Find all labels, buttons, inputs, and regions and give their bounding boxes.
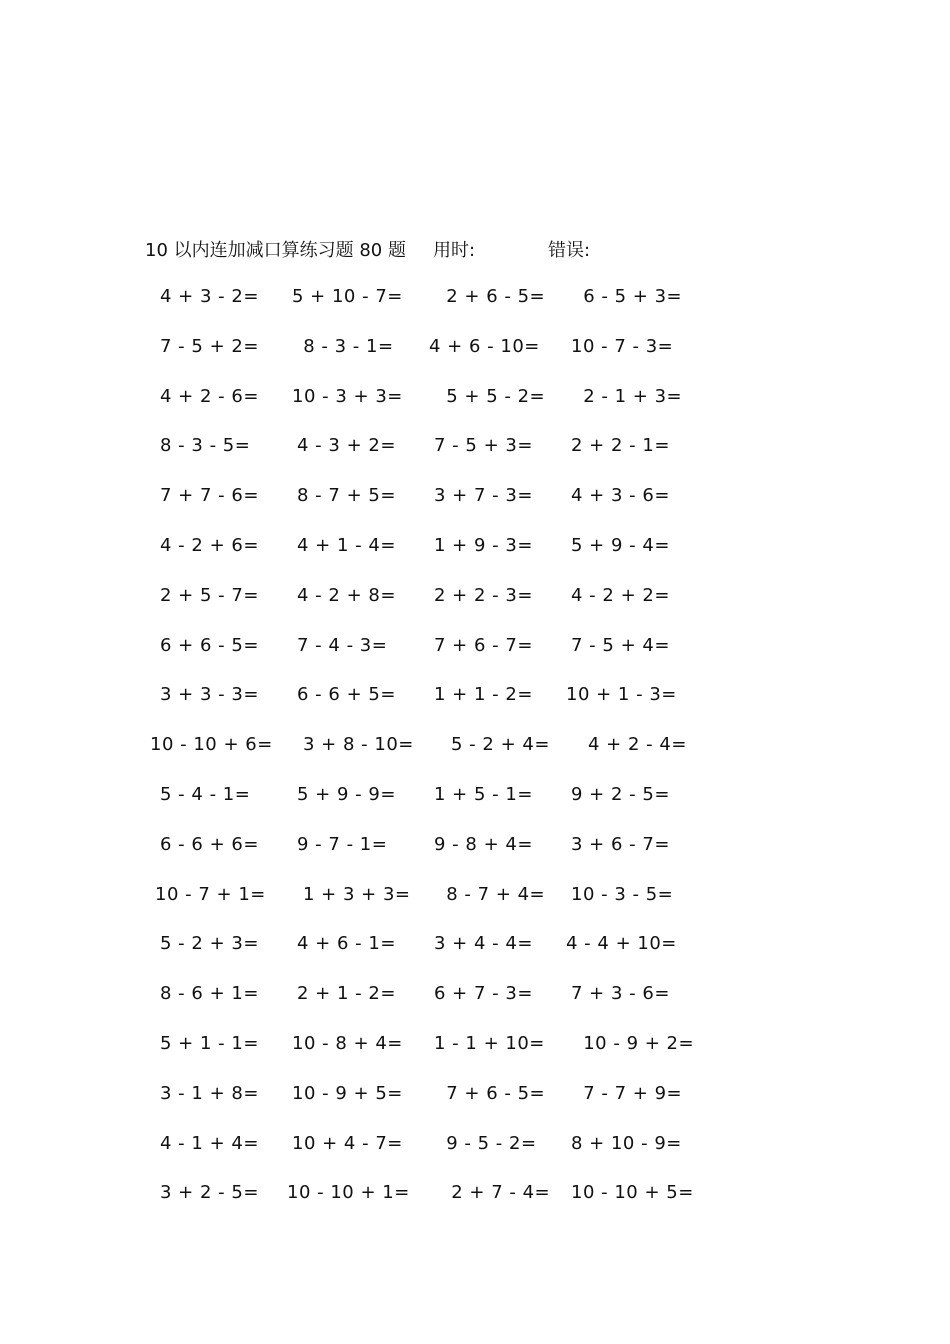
arithmetic-problem: 8 - 3 - 1= (297, 335, 394, 357)
arithmetic-problem: 5 + 1 - 1= (160, 1032, 259, 1054)
problem-row (0, 535, 950, 585)
arithmetic-problem: 10 - 7 + 1= (155, 883, 266, 905)
arithmetic-problem: 10 - 10 + 5= (571, 1182, 694, 1204)
problem-row (0, 734, 950, 784)
worksheet-title: 10 以内连加减口算练习题 80 题 (145, 240, 406, 261)
problem-row (0, 386, 950, 436)
arithmetic-problem: 8 - 7 + 4= (440, 883, 546, 905)
arithmetic-problem: 2 + 2 - 1= (571, 435, 670, 457)
problem-row (0, 1033, 950, 1083)
arithmetic-problem: 1 + 9 - 3= (434, 534, 533, 556)
problem-row (0, 684, 950, 734)
arithmetic-problem: 7 - 4 - 3= (297, 634, 388, 656)
arithmetic-problem: 4 + 3 - 6= (571, 485, 670, 507)
arithmetic-problem: 4 + 6 - 10= (429, 335, 540, 357)
arithmetic-problem: 5 + 5 - 2= (440, 385, 546, 407)
problem-row (0, 1133, 950, 1183)
arithmetic-problem: 4 - 2 + 6= (160, 534, 259, 556)
problem-row (0, 983, 950, 1033)
arithmetic-problem: 6 + 6 - 5= (160, 634, 259, 656)
time-taken-label: 用时: (433, 240, 476, 261)
arithmetic-problem: 7 + 7 - 6= (160, 485, 259, 507)
problem-grid (0, 286, 950, 1232)
arithmetic-problem: 3 + 6 - 7= (571, 833, 670, 855)
arithmetic-problem: 1 + 3 + 3= (303, 883, 411, 905)
arithmetic-problem: 7 + 3 - 6= (571, 983, 670, 1005)
arithmetic-problem: 6 - 6 + 5= (297, 684, 396, 706)
arithmetic-problem: 5 + 9 - 4= (571, 534, 670, 556)
arithmetic-problem: 3 + 3 - 3= (160, 684, 259, 706)
arithmetic-problem: 2 - 1 + 3= (577, 385, 683, 407)
arithmetic-problem: 8 - 7 + 5= (297, 485, 396, 507)
arithmetic-problem: 8 - 3 - 5= (160, 435, 251, 457)
arithmetic-problem: 5 + 9 - 9= (297, 783, 396, 805)
arithmetic-problem: 3 + 2 - 5= (160, 1182, 259, 1204)
arithmetic-problem: 10 - 9 + 5= (292, 1082, 403, 1104)
arithmetic-problem: 7 - 5 + 2= (160, 335, 259, 357)
arithmetic-problem: 7 + 6 - 7= (434, 634, 533, 656)
arithmetic-problem: 9 - 8 + 4= (434, 833, 533, 855)
arithmetic-problem: 10 + 4 - 7= (292, 1132, 403, 1154)
arithmetic-problem: 3 + 4 - 4= (434, 933, 533, 955)
problem-row (0, 336, 950, 386)
arithmetic-problem: 4 + 1 - 4= (297, 534, 396, 556)
arithmetic-problem: 10 - 7 - 3= (571, 335, 674, 357)
arithmetic-problem: 9 + 2 - 5= (571, 783, 670, 805)
problem-row (0, 286, 950, 336)
problem-row (0, 1083, 950, 1133)
arithmetic-problem: 2 + 2 - 3= (434, 584, 533, 606)
arithmetic-problem: 1 - 1 + 10= (434, 1032, 545, 1054)
arithmetic-problem: 10 - 10 + 1= (287, 1182, 410, 1204)
arithmetic-problem: 6 + 7 - 3= (434, 983, 533, 1005)
arithmetic-problem: 2 + 6 - 5= (440, 286, 546, 307)
arithmetic-problem: 8 - 6 + 1= (160, 983, 259, 1005)
arithmetic-problem: 4 - 4 + 10= (566, 933, 677, 955)
arithmetic-problem: 10 - 8 + 4= (292, 1032, 403, 1054)
arithmetic-problem: 5 - 2 + 3= (160, 933, 259, 955)
problem-row (0, 884, 950, 934)
problem-row (0, 784, 950, 834)
arithmetic-problem: 4 - 3 + 2= (297, 435, 396, 457)
arithmetic-problem: 10 + 1 - 3= (566, 684, 677, 706)
arithmetic-problem: 3 - 1 + 8= (160, 1082, 259, 1104)
arithmetic-problem: 9 - 7 - 1= (297, 833, 388, 855)
error-count-label: 错误: (548, 240, 591, 261)
worksheet-header (0, 236, 950, 266)
arithmetic-problem: 4 - 2 + 8= (297, 584, 396, 606)
problem-row (0, 933, 950, 983)
arithmetic-problem: 6 - 5 + 3= (577, 286, 683, 307)
arithmetic-problem: 10 - 3 + 3= (292, 385, 403, 407)
arithmetic-problem: 3 + 7 - 3= (434, 485, 533, 507)
arithmetic-problem: 2 + 5 - 7= (160, 584, 259, 606)
arithmetic-problem: 3 + 8 - 10= (303, 734, 414, 756)
arithmetic-problem: 2 + 7 - 4= (445, 1182, 551, 1204)
arithmetic-problem: 10 - 3 - 5= (571, 883, 674, 905)
arithmetic-problem: 4 + 6 - 1= (297, 933, 396, 955)
arithmetic-problem: 7 + 6 - 5= (440, 1082, 546, 1104)
arithmetic-problem: 5 + 10 - 7= (292, 286, 403, 307)
arithmetic-problem: 7 - 5 + 3= (434, 435, 533, 457)
arithmetic-problem: 5 - 4 - 1= (160, 783, 251, 805)
arithmetic-problem: 7 - 5 + 4= (571, 634, 670, 656)
problem-row (0, 485, 950, 535)
arithmetic-problem: 4 + 2 - 4= (588, 734, 687, 756)
arithmetic-problem: 8 + 10 - 9= (571, 1132, 682, 1154)
problem-row (0, 635, 950, 685)
arithmetic-problem: 7 - 7 + 9= (577, 1082, 683, 1104)
arithmetic-problem: 2 + 1 - 2= (297, 983, 396, 1005)
arithmetic-problem: 1 + 5 - 1= (434, 783, 533, 805)
problem-row (0, 585, 950, 635)
problem-row (0, 435, 950, 485)
arithmetic-problem: 6 - 6 + 6= (160, 833, 259, 855)
arithmetic-problem: 4 + 2 - 6= (160, 385, 259, 407)
arithmetic-problem: 4 + 3 - 2= (160, 286, 259, 307)
arithmetic-problem: 10 - 9 + 2= (577, 1032, 695, 1054)
arithmetic-problem: 1 + 1 - 2= (434, 684, 533, 706)
arithmetic-problem: 5 - 2 + 4= (451, 734, 550, 756)
arithmetic-problem: 10 - 10 + 6= (150, 734, 273, 756)
arithmetic-problem: 4 - 2 + 2= (571, 584, 670, 606)
arithmetic-problem: 9 - 5 - 2= (440, 1132, 537, 1154)
arithmetic-problem: 4 - 1 + 4= (160, 1132, 259, 1154)
problem-row (0, 834, 950, 884)
problem-row (0, 1182, 950, 1232)
